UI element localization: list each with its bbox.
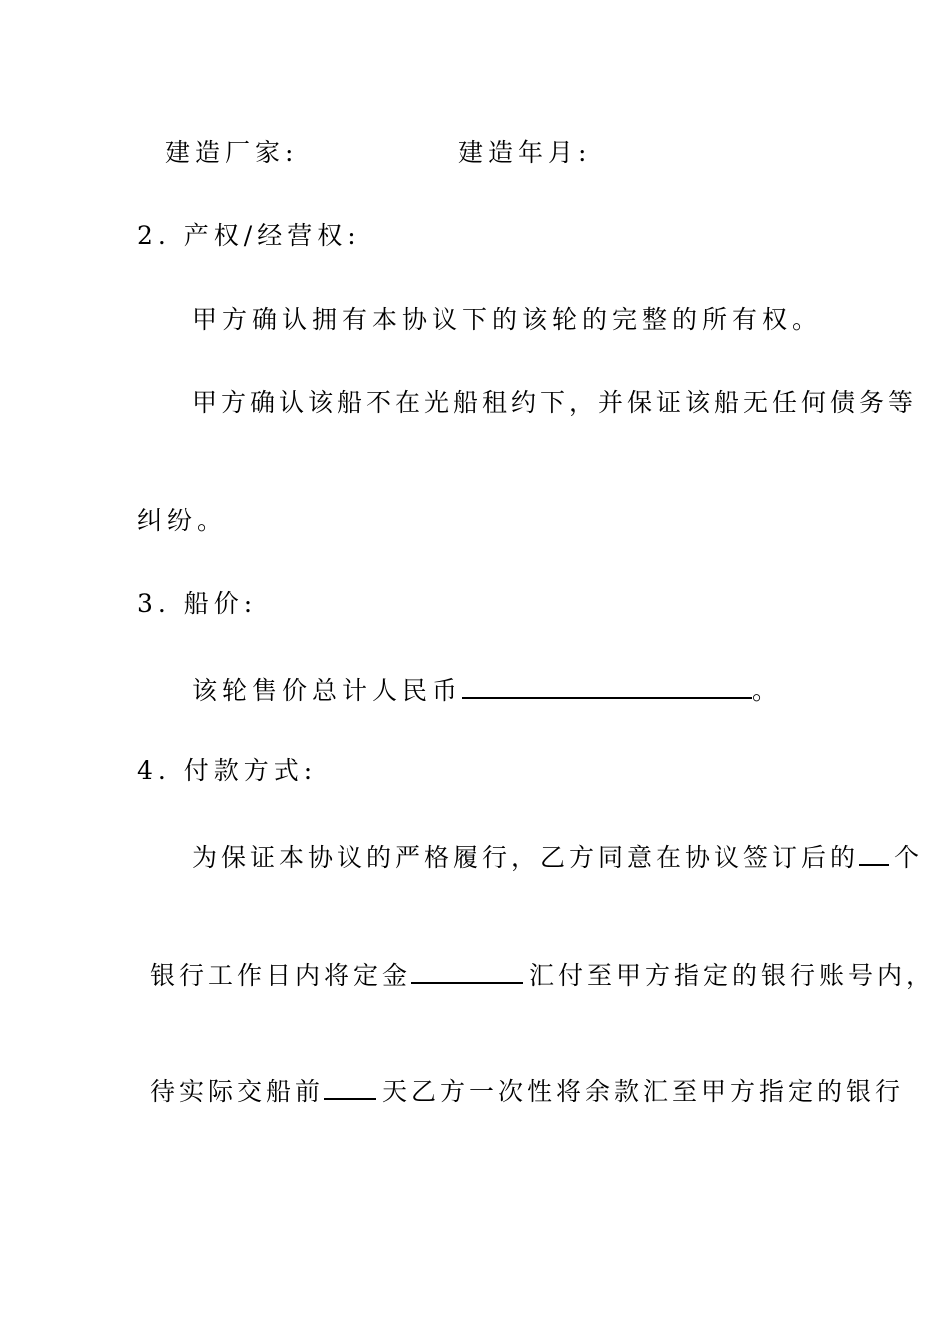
payment-line-2-suffix: 汇付至甲方指定的银行账号内， <box>529 961 936 990</box>
days-blank <box>859 838 889 866</box>
ownership-paragraph: 甲方确认拥有本协议下的该轮的完整的所有权。 <box>192 305 823 334</box>
price-suffix: 。 <box>752 676 783 705</box>
payment-line-1-prefix: 为保证本协议的严格履行，乙方同意在协议签订后的 <box>192 843 860 872</box>
delivery-days-blank <box>324 1072 376 1100</box>
build-date-label: 建造年月: <box>458 138 592 167</box>
payment-line-1-suffix: 个 <box>894 843 924 872</box>
charter-paragraph-line-2: 纠纷。 <box>137 506 228 535</box>
payment-line-2 <box>150 956 935 993</box>
charter-paragraph-line-1: 甲方确认该船不在光船租约下，并保证该船无任何债务等 <box>192 388 918 417</box>
builder-label: 建造厂家: <box>165 138 299 167</box>
payment-line-3-prefix: 待实际交船前 <box>150 1077 325 1106</box>
price-blank <box>462 671 752 699</box>
payment-line-2-prefix: 银行工作日内将定金 <box>150 961 412 990</box>
price-line <box>192 671 782 708</box>
price-prefix: 该轮售价总计人民币 <box>192 676 463 705</box>
payment-line-3 <box>150 1072 904 1109</box>
section-4-heading: 4. 付款方式: <box>137 756 318 785</box>
section-3-heading: 3. 船价: <box>137 589 258 618</box>
payment-line-3-suffix: 天乙方一次性将余款汇至甲方指定的银行 <box>382 1077 905 1106</box>
section-2-heading: 2. 产权/经营权: <box>137 221 361 250</box>
payment-line-1 <box>192 838 923 875</box>
deposit-blank <box>411 956 523 984</box>
